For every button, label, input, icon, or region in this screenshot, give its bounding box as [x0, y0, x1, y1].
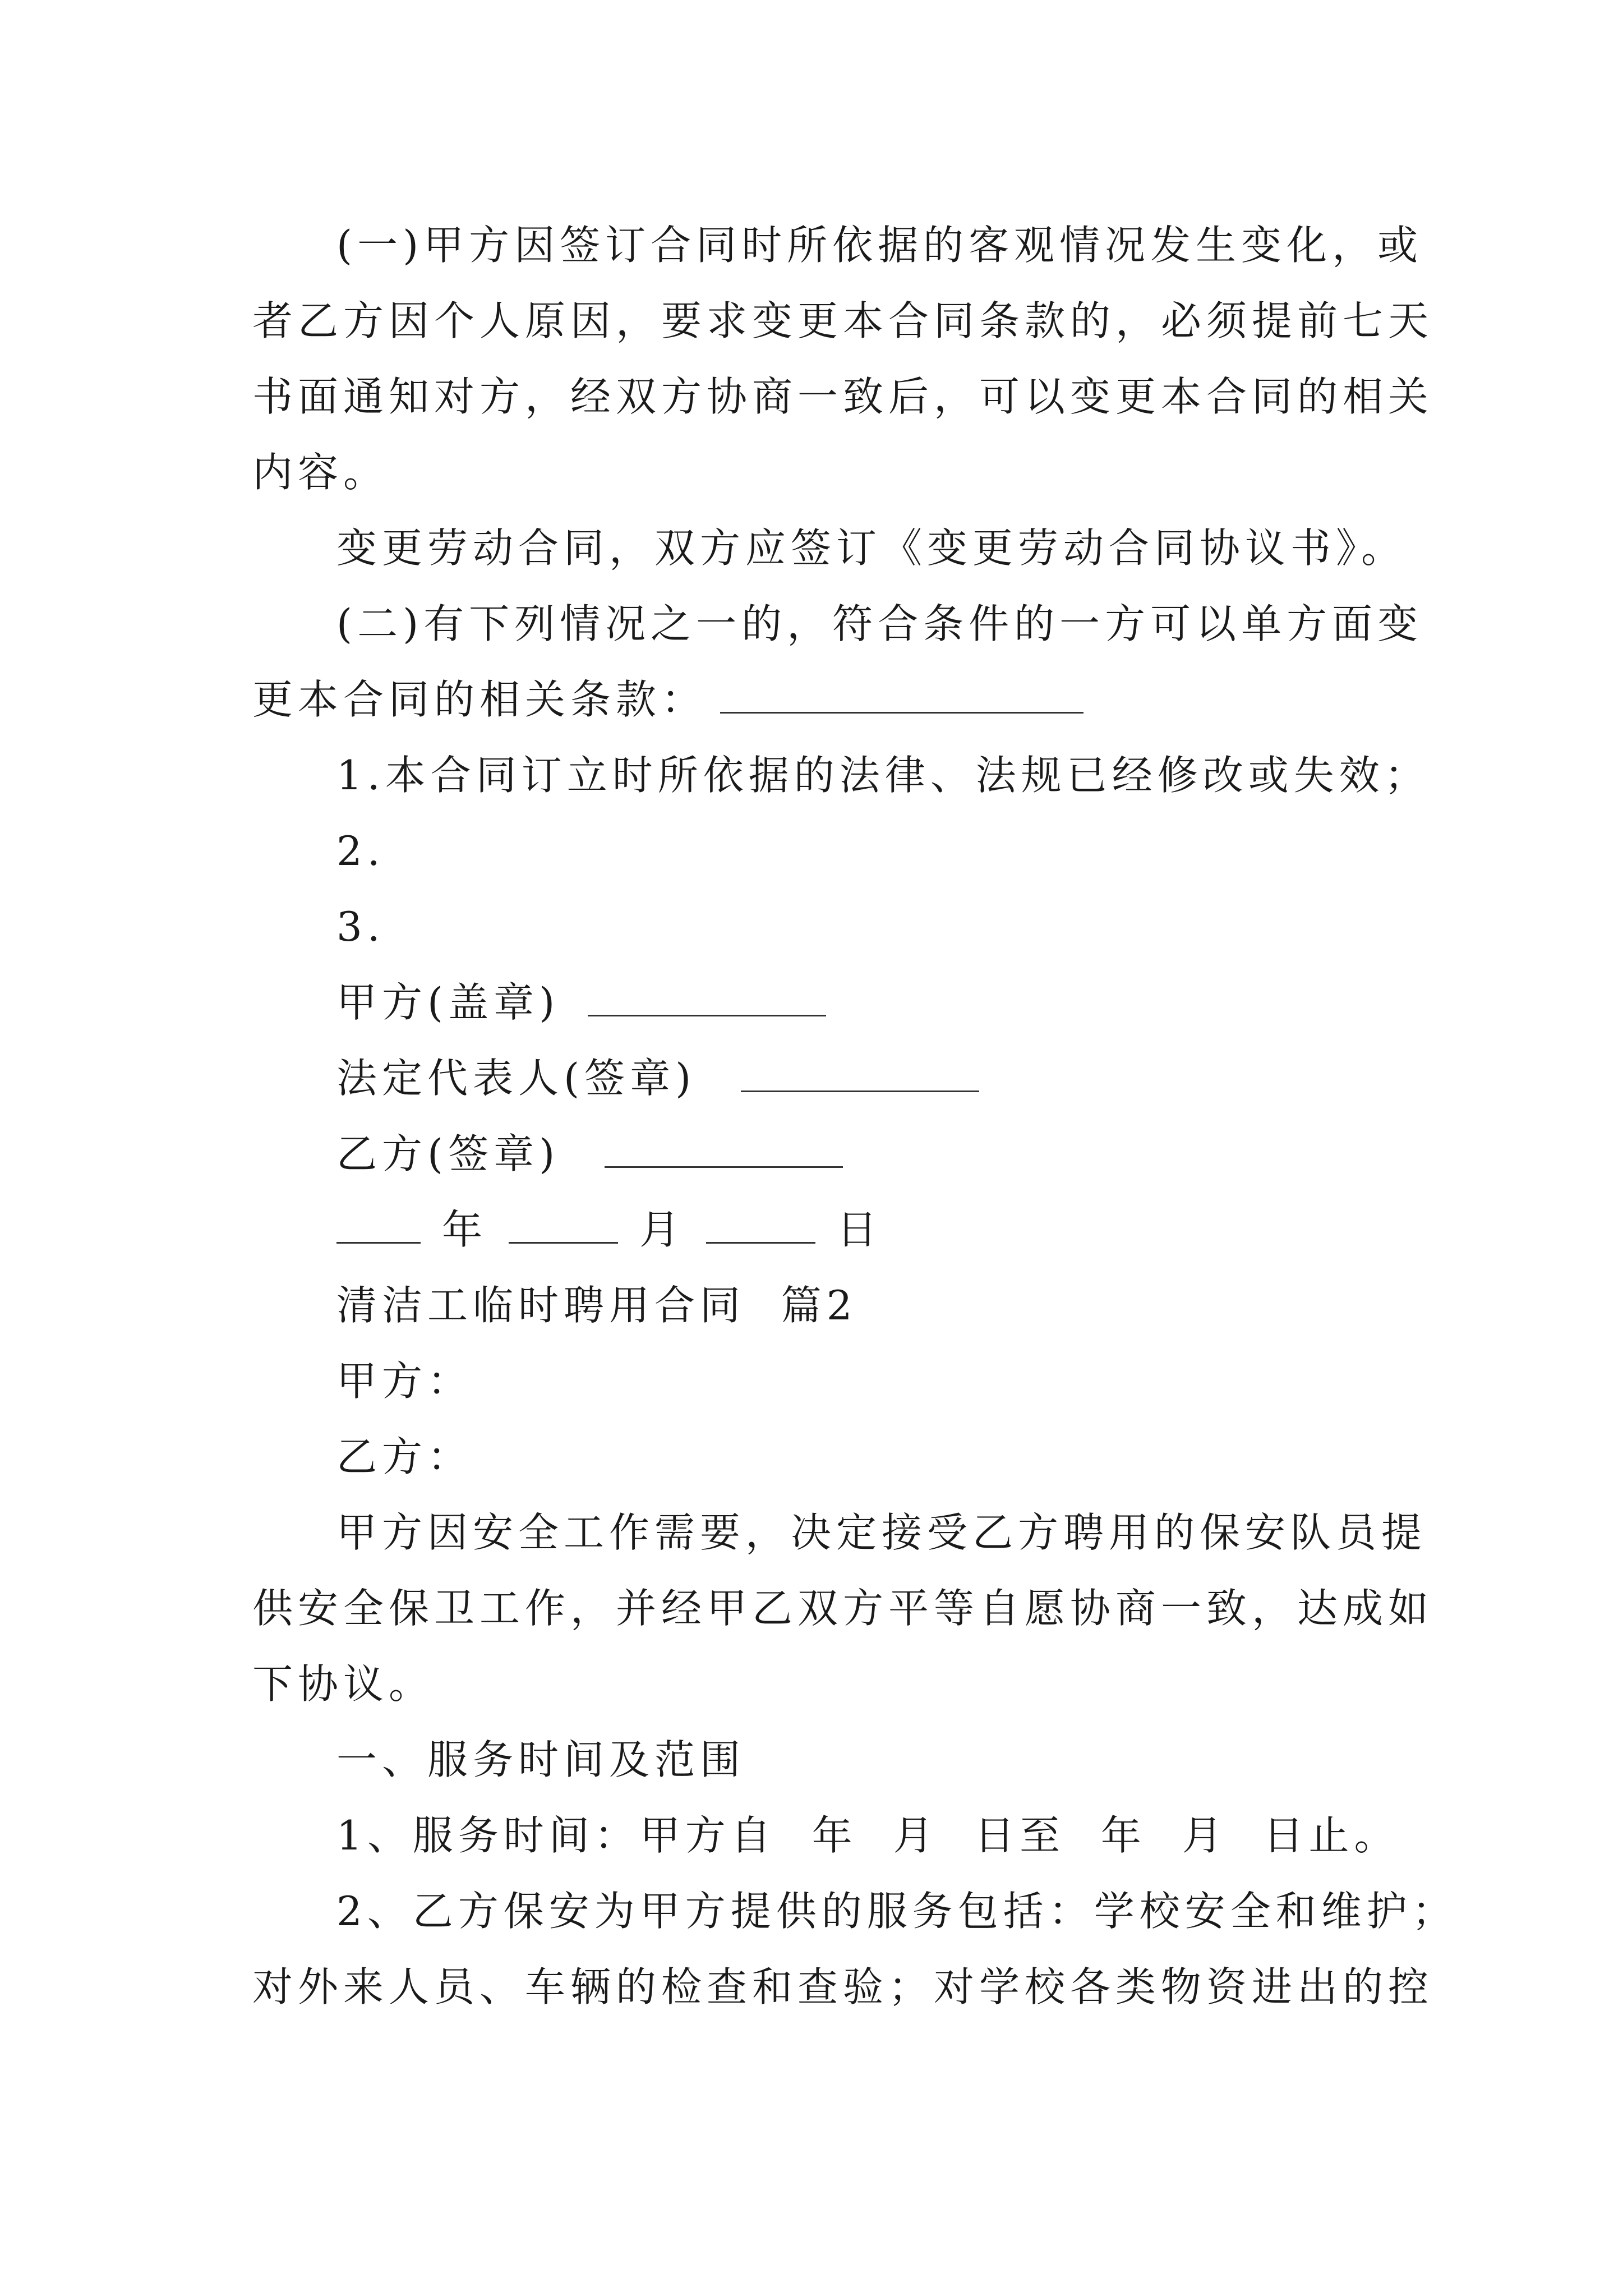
party-a-label: 甲方： — [336, 1358, 473, 1405]
intro-line-3: 下协议。 — [252, 1660, 435, 1708]
party-b-sign-blank — [605, 1131, 843, 1168]
party-a-seal-label: 甲方(盖章) — [336, 979, 560, 1026]
item-3: 3. — [336, 903, 385, 950]
service-time: 1、服务时间：甲方自 年 月 日至 年 月 日止。 — [336, 1812, 1400, 1859]
change-agreement-text: 变更劳动合同，双方应签订《变更劳动合同协议书》。 — [336, 524, 1407, 572]
legal-rep-sign-label: 法定代表人(签章) — [336, 1055, 697, 1102]
paragraph-change-1-line-4: 内容。 — [252, 449, 389, 496]
paragraph-change-1-line-2: 者乙方因个人原因，要求变更本合同条款的，必须提前七天 — [252, 297, 1434, 344]
year-blank — [336, 1207, 421, 1244]
paragraph-change-1-line-1: (一)甲方因签订合同时所依据的客观情况发生变化，或 — [336, 222, 1423, 269]
paragraph-change-1-line-3: 书面通知对方，经双方协商一致后，可以变更本合同的相关 — [252, 373, 1434, 420]
service-scope-line-1: 2、乙方保安为甲方提供的服务包括：学校安全和维护； — [336, 1888, 1458, 1935]
section-1-heading: 一、服务时间及范围 — [336, 1736, 746, 1783]
party-b-sign-row — [336, 1126, 843, 1182]
paragraph-change-2-line-2-text: 更本合同的相关条款： — [252, 676, 707, 723]
item-2: 2. — [336, 827, 385, 875]
party-a-seal-row — [336, 974, 826, 1030]
legal-rep-sign-row — [336, 1050, 979, 1106]
date-row — [336, 1202, 882, 1258]
month-blank — [509, 1207, 618, 1244]
year-label: 年 — [442, 1206, 488, 1253]
paragraph-change-2-line-2 — [252, 671, 1083, 728]
party-b-label: 乙方： — [336, 1433, 473, 1480]
party-b-sign-label: 乙方(签章) — [336, 1130, 560, 1177]
month-label: 月 — [639, 1206, 685, 1253]
item-1: 1.本合同订立时所依据的法律、法规已经修改或失效； — [336, 752, 1430, 799]
contract-2-title: 清洁工临时聘用合同 篇2 — [336, 1282, 857, 1329]
day-blank — [706, 1207, 815, 1244]
service-scope-line-2: 对外来人员、车辆的检查和查验；对学校各类物资进出的控 — [252, 1963, 1434, 2010]
day-label: 日 — [837, 1206, 883, 1253]
paragraph-change-2-line-1: (二)有下列情况之一的，符合条件的一方可以单方面变 — [336, 600, 1423, 647]
party-a-seal-blank — [588, 980, 826, 1016]
intro-line-2: 供安全保卫工作，并经甲乙双方平等自愿协商一致，达成如 — [252, 1585, 1434, 1632]
intro-line-1: 甲方因安全工作需要，决定接受乙方聘用的保安队员提 — [336, 1509, 1427, 1556]
legal-rep-sign-blank — [741, 1056, 979, 1092]
terms-blank-line — [720, 677, 1083, 714]
